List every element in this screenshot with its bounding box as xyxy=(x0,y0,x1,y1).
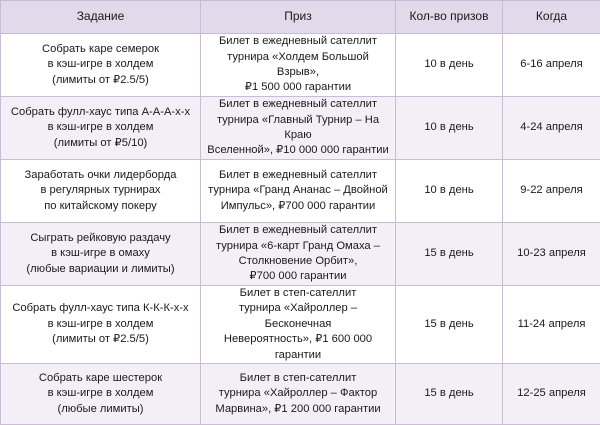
task-cell: Собрать фулл-хаус типа А-А-А-х-х в кэш-игре в холдем (лимиты от ₽5/10) xyxy=(1,97,201,160)
count-cell: 15 в день xyxy=(396,286,503,364)
prize-cell: Билет в степ-сателлит турнира «Хайроллер – Фактор Марвина», ₽1 200 000 гарантии xyxy=(201,364,396,425)
column-header-prize: Приз xyxy=(201,1,396,34)
task-cell: Собрать каре шестерок в кэш-игре в холдем (любые лимиты) xyxy=(1,364,201,425)
table-row xyxy=(1,364,600,425)
task-cell: Собрать каре семерок в кэш-игре в холдем (лимиты от ₽2.5/5) xyxy=(1,34,201,97)
task-cell: Заработать очки лидерборда в регулярных турнирах по китайскому покеру xyxy=(1,160,201,223)
table-row xyxy=(1,34,600,97)
column-header-when: Когда xyxy=(503,1,600,34)
table-row xyxy=(1,223,600,286)
column-header-count: Кол-во призов xyxy=(396,1,503,34)
count-cell: 15 в день xyxy=(396,223,503,286)
when-cell: 12-25 апреля xyxy=(503,364,600,425)
prize-cell: Билет в ежедневный сателлит турнира «Гранд Ананас – Двойной Импульс», ₽700 000 гарантии xyxy=(201,160,396,223)
when-cell: 9-22 апреля xyxy=(503,160,600,223)
prize-cell: Билет в ежедневный сателлит турнира «Главный Турнир – На Краю Вселенной», ₽10 000 000 гарантии xyxy=(201,97,396,160)
table-row xyxy=(1,97,600,160)
count-cell: 15 в день xyxy=(396,364,503,425)
table-row xyxy=(1,286,600,364)
prize-cell: Билет в ежедневный сателлит турнира «Холдем Большой Взрыв», ₽1 500 000 гарантии xyxy=(201,34,396,97)
task-cell: Сыграть рейковую раздачу в кэш-игре в омаху (любые вариации и лимиты) xyxy=(1,223,201,286)
count-cell: 10 в день xyxy=(396,97,503,160)
when-cell: 6-16 апреля xyxy=(503,34,600,97)
table-header-row xyxy=(1,1,600,34)
prize-cell: Билет в ежедневный сателлит турнира «6-карт Гранд Омаха – Столкновение Орбит», ₽700 000 гарантии xyxy=(201,223,396,286)
count-cell: 10 в день xyxy=(396,160,503,223)
count-cell: 10 в день xyxy=(396,34,503,97)
when-cell: 4-24 апреля xyxy=(503,97,600,160)
column-header-task: Задание xyxy=(1,1,201,34)
when-cell: 10-23 апреля xyxy=(503,223,600,286)
task-cell: Собрать фулл-хаус типа К-К-К-х-х в кэш-игре в холдем (лимиты от ₽2.5/5) xyxy=(1,286,201,364)
prize-cell: Билет в степ-сателлит турнира «Хайроллер – Бесконечная Невероятность», ₽1 600 000 гарантии xyxy=(201,286,396,364)
when-cell: 11-24 апреля xyxy=(503,286,600,364)
table-row xyxy=(1,160,600,223)
